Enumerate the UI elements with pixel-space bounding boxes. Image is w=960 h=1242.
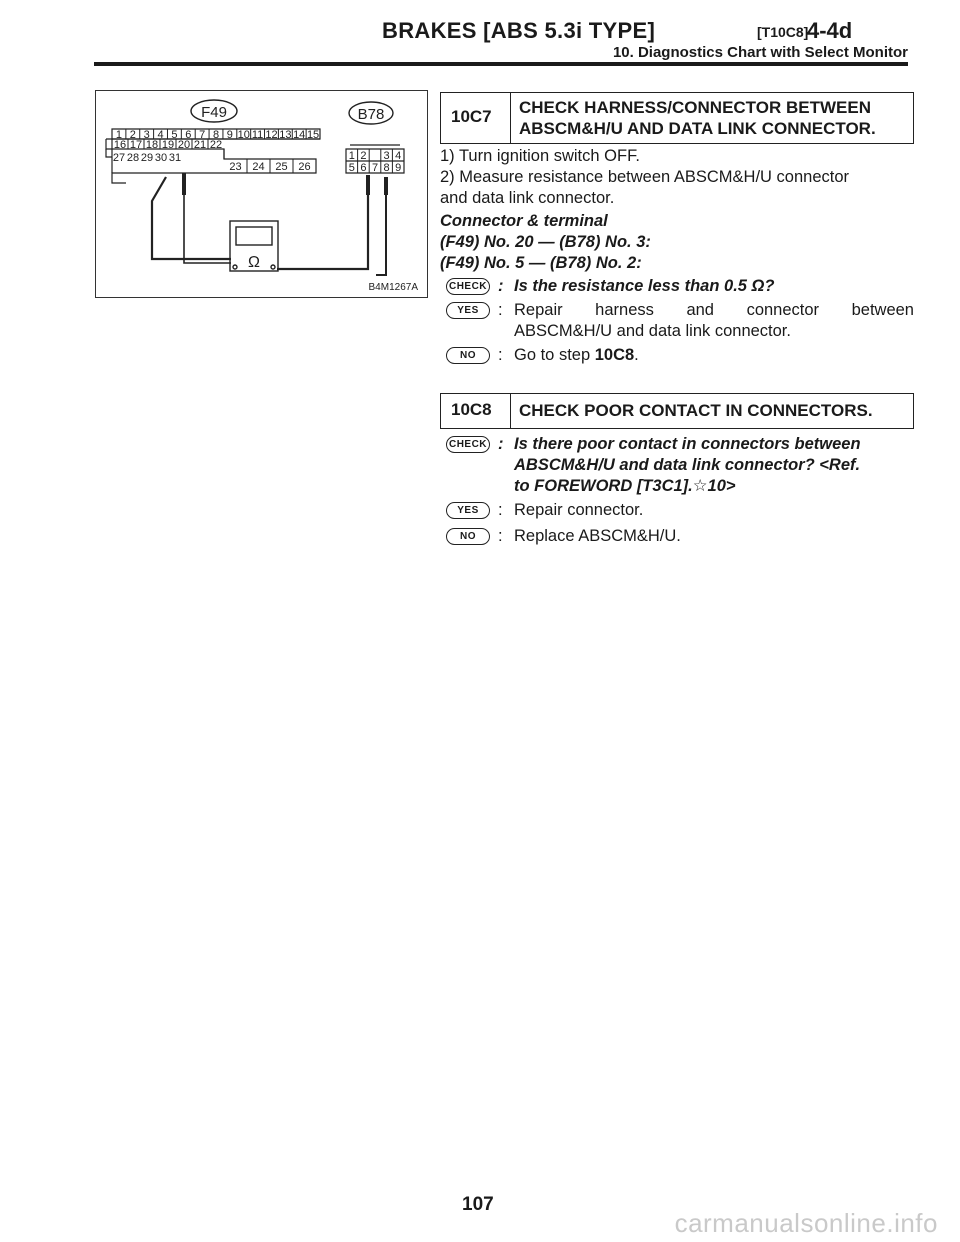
check-badge: CHECK xyxy=(446,278,490,295)
f49-pin-label: 25 xyxy=(275,161,288,173)
header-rule xyxy=(94,62,908,66)
yes-answer-line: Repair harness and connector between xyxy=(514,301,914,319)
f49-pin-label: 24 xyxy=(252,161,265,173)
b78-pin-label: 6 xyxy=(360,162,367,174)
step-title xyxy=(511,93,913,143)
f49-pin-label: 7 xyxy=(199,129,206,141)
f49-pin-label: 2 xyxy=(129,129,136,141)
figure-id: B4M1267A xyxy=(368,282,418,293)
wiring-diagram xyxy=(95,90,428,298)
connector-heading: Connector & terminal xyxy=(440,212,608,230)
step-title-line: ABSCM&H/U AND DATA LINK CONNECTOR. xyxy=(519,119,876,138)
f49-pin-label: 14 xyxy=(293,129,306,141)
f49-pin-label: 6 xyxy=(185,129,192,141)
step-number: 10C8 xyxy=(441,394,511,428)
yes-row xyxy=(446,500,914,521)
yes-row xyxy=(446,300,914,342)
colon: : xyxy=(498,277,504,295)
step-title-line: CHECK HARNESS/CONNECTOR BETWEEN xyxy=(519,98,871,117)
f49-pin-label: 11 xyxy=(251,129,264,141)
section-number: 4-4d xyxy=(807,18,853,43)
check-badge: CHECK xyxy=(446,436,490,453)
colon: : xyxy=(498,501,503,519)
f49-pin-label: 21 xyxy=(193,139,207,151)
watermark: carmanualsonline.info xyxy=(674,1208,938,1238)
f49-pin-label: 3 xyxy=(143,129,150,141)
no-badge: NO xyxy=(446,347,490,364)
colon: : xyxy=(498,527,503,545)
no-answer-punct: . xyxy=(634,346,639,364)
b78-label: B78 xyxy=(357,106,385,123)
b78-pin-label: 7 xyxy=(371,162,379,174)
step-10c7-header xyxy=(440,92,914,144)
colon: : xyxy=(498,346,503,364)
f49-pin-label: 20 xyxy=(177,139,191,151)
f49-pin-label: 12 xyxy=(265,129,278,141)
no-answer-text: Go to step xyxy=(514,346,595,364)
f49-pin-label: 18 xyxy=(145,139,159,151)
step-10c8-header xyxy=(440,393,914,429)
b78-pin-label: 1 xyxy=(348,150,355,162)
section-code: [T10C8] xyxy=(757,24,809,40)
f49-pin-label: 23 xyxy=(229,161,242,173)
colon: : xyxy=(498,435,504,453)
no-answer xyxy=(514,345,639,366)
yes-answer-line: ABSCM&H/U and data link connector. xyxy=(514,322,791,340)
check-row xyxy=(446,434,914,497)
f49-pin-label: 26 xyxy=(298,161,311,173)
ohm-symbol: Ω xyxy=(248,254,260,271)
page-subtitle: 10. Diagnostics Chart with Select Monitor xyxy=(612,44,908,61)
page-title: BRAKES [ABS 5.3i TYPE] xyxy=(382,18,656,43)
f49-pin-label: 1 xyxy=(115,129,122,141)
no-answer: Replace ABSCM&H/U. xyxy=(514,527,681,545)
yes-answer xyxy=(514,300,914,342)
test-leads xyxy=(152,173,386,275)
yes-answer: Repair connector. xyxy=(514,501,644,519)
f49-pin-label: 31 xyxy=(168,152,182,164)
page-number: 107 xyxy=(462,1194,494,1215)
f49-pin-label: 17 xyxy=(129,139,143,151)
check-row xyxy=(446,276,914,297)
connector-spec-1: (F49) No. 20 — (B78) No. 3: xyxy=(440,233,651,251)
check-question xyxy=(514,434,914,497)
check-question-line: to FOREWORD [T3C1].☆10> xyxy=(514,477,736,495)
colon: : xyxy=(498,301,503,319)
step-link[interactable]: 10C8 xyxy=(594,346,635,364)
no-badge: NO xyxy=(446,528,490,545)
f49-pin-label: 4 xyxy=(157,129,164,141)
f49-pin-label: 16 xyxy=(113,139,127,151)
f49-pin-label: 19 xyxy=(161,139,175,151)
f49-label: F49 xyxy=(201,104,227,121)
instruction-2-cont: and data link connector. xyxy=(440,189,615,207)
f49-pin-label: 27 xyxy=(112,152,126,164)
step-number: 10C7 xyxy=(441,93,511,143)
f49-pin-label: 28 xyxy=(126,152,140,164)
f49-pin-label: 10 xyxy=(237,129,250,141)
b78-pin-label: 8 xyxy=(383,162,390,174)
check-question-line: ABSCM&H/U and data link connector? <Ref. xyxy=(514,456,861,474)
f49-pin-label: 29 xyxy=(140,152,154,164)
b78-pin-label: 9 xyxy=(395,162,402,174)
check-question-line: Is there poor contact in connectors between xyxy=(514,435,861,453)
no-row xyxy=(446,345,914,366)
f49-pin-label: 5 xyxy=(171,129,178,141)
f49-pin-label: 9 xyxy=(226,129,233,141)
b78-pin-label: 2 xyxy=(360,150,367,162)
b78-pin-label: 4 xyxy=(395,150,402,162)
f49-pin-label: 13 xyxy=(279,129,292,141)
yes-badge: YES xyxy=(446,302,490,319)
instruction-2: 2) Measure resistance between ABSCM&H/U connector xyxy=(440,168,850,186)
f49-pin-label: 30 xyxy=(154,152,168,164)
instruction-1: 1) Turn ignition switch OFF. xyxy=(440,147,640,165)
f49-pin-label: 22 xyxy=(209,139,223,151)
no-row xyxy=(446,526,914,547)
connector-spec-2: (F49) No. 5 — (B78) No. 2: xyxy=(440,254,642,272)
b78-pin-label: 5 xyxy=(348,162,355,174)
f49-pin-label: 8 xyxy=(212,129,220,141)
f49-pin-label: 15 xyxy=(306,129,320,141)
step-title: CHECK POOR CONTACT IN CONNECTORS. xyxy=(519,401,873,420)
yes-badge: YES xyxy=(446,502,490,519)
b78-pin-label: 3 xyxy=(383,150,390,162)
check-question: Is the resistance less than 0.5 Ω? xyxy=(514,277,775,295)
